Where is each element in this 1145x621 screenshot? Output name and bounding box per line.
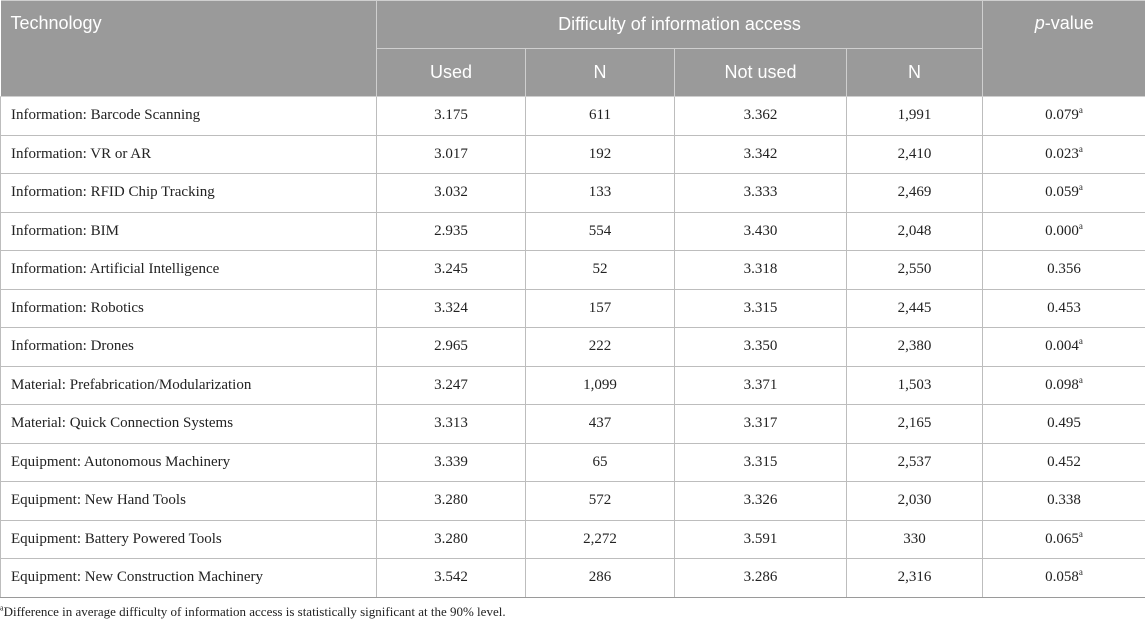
not-used-mean-cell: 3.362 <box>675 97 847 136</box>
p-value: 0.453 <box>1047 299 1081 316</box>
not-used-mean-cell: 3.430 <box>675 212 847 251</box>
not-used-mean-cell: 3.371 <box>675 366 847 405</box>
header-used: Used <box>377 49 526 97</box>
technology-cell: Material: Prefabrication/Modularization <box>1 366 377 405</box>
footnote <box>0 604 506 620</box>
p-value: 0.004 <box>1045 338 1079 355</box>
used-mean-cell: 3.313 <box>377 405 526 444</box>
used-mean-cell: 3.032 <box>377 174 526 213</box>
used-n-cell: 611 <box>526 97 675 136</box>
header-n-used: N <box>526 49 675 97</box>
significance-mark: a <box>1078 143 1083 154</box>
used-mean-cell: 3.017 <box>377 135 526 174</box>
significance-mark: a <box>1078 220 1083 231</box>
used-n-cell: 157 <box>526 289 675 328</box>
table-row <box>1 174 1145 213</box>
used-n-cell: 554 <box>526 212 675 251</box>
not-used-n-cell: 2,165 <box>847 405 983 444</box>
p-value: 0.338 <box>1047 492 1081 509</box>
header-not-used: Not used <box>675 49 847 97</box>
not-used-n-cell: 1,991 <box>847 97 983 136</box>
not-used-mean-cell: 3.317 <box>675 405 847 444</box>
significance-mark: a <box>1078 374 1083 385</box>
table-row <box>1 97 1145 136</box>
not-used-n-cell: 2,445 <box>847 289 983 328</box>
used-n-cell: 192 <box>526 135 675 174</box>
technology-cell: Information: Barcode Scanning <box>1 97 377 136</box>
not-used-mean-cell: 3.286 <box>675 559 847 598</box>
technology-cell: Material: Quick Connection Systems <box>1 405 377 444</box>
not-used-mean-cell: 3.315 <box>675 289 847 328</box>
technology-cell: Information: RFID Chip Tracking <box>1 174 377 213</box>
p-value-cell <box>983 212 1145 251</box>
technology-cell: Information: VR or AR <box>1 135 377 174</box>
header-p-value <box>983 1 1145 97</box>
header-p-rest: -value <box>1044 13 1094 33</box>
table-row <box>1 559 1145 598</box>
not-used-mean-cell: 3.326 <box>675 482 847 521</box>
p-value-cell <box>983 97 1145 136</box>
used-mean-cell: 3.247 <box>377 366 526 405</box>
table-row <box>1 251 1145 290</box>
technology-cell: Information: Artificial Intelligence <box>1 251 377 290</box>
p-value-cell <box>983 443 1145 482</box>
used-n-cell: 286 <box>526 559 675 598</box>
table-body <box>1 97 1145 598</box>
p-value: 0.495 <box>1047 415 1081 432</box>
table-row <box>1 289 1145 328</box>
p-value-cell <box>983 366 1145 405</box>
p-value-cell <box>983 328 1145 367</box>
table-row <box>1 366 1145 405</box>
p-value-cell <box>983 251 1145 290</box>
table-row <box>1 328 1145 367</box>
significance-mark: a <box>1078 105 1083 116</box>
p-value-cell <box>983 559 1145 598</box>
table-row <box>1 443 1145 482</box>
p-value-cell <box>983 482 1145 521</box>
significance-mark: a <box>1078 182 1083 193</box>
not-used-n-cell: 2,469 <box>847 174 983 213</box>
used-n-cell: 572 <box>526 482 675 521</box>
used-mean-cell: 3.324 <box>377 289 526 328</box>
not-used-mean-cell: 3.315 <box>675 443 847 482</box>
not-used-n-cell: 2,550 <box>847 251 983 290</box>
used-mean-cell: 3.280 <box>377 482 526 521</box>
table-row <box>1 520 1145 559</box>
header-technology: Technology <box>1 1 377 97</box>
p-value: 0.000 <box>1045 222 1079 239</box>
p-value-cell <box>983 289 1145 328</box>
p-value-cell <box>983 174 1145 213</box>
not-used-n-cell: 2,048 <box>847 212 983 251</box>
table-row <box>1 212 1145 251</box>
used-n-cell: 1,099 <box>526 366 675 405</box>
used-mean-cell: 2.935 <box>377 212 526 251</box>
header-n-not-used: N <box>847 49 983 97</box>
table-row <box>1 135 1145 174</box>
not-used-n-cell: 1,503 <box>847 366 983 405</box>
table-row <box>1 405 1145 444</box>
p-value-cell <box>983 520 1145 559</box>
not-used-mean-cell: 3.342 <box>675 135 847 174</box>
not-used-n-cell: 2,380 <box>847 328 983 367</box>
p-value: 0.023 <box>1045 145 1079 162</box>
p-value: 0.059 <box>1045 184 1079 201</box>
not-used-mean-cell: 3.318 <box>675 251 847 290</box>
technology-cell: Equipment: New Construction Machinery <box>1 559 377 598</box>
table-header <box>1 1 1145 97</box>
used-mean-cell: 2.965 <box>377 328 526 367</box>
p-value: 0.079 <box>1045 107 1079 124</box>
used-n-cell: 52 <box>526 251 675 290</box>
used-mean-cell: 3.280 <box>377 520 526 559</box>
footnote-text: Difference in average difficulty of information access is statistically significant at the 90% level. <box>3 604 506 619</box>
technology-cell: Equipment: Autonomous Machinery <box>1 443 377 482</box>
used-mean-cell: 3.542 <box>377 559 526 598</box>
not-used-mean-cell: 3.333 <box>675 174 847 213</box>
used-n-cell: 2,272 <box>526 520 675 559</box>
technology-cell: Information: Drones <box>1 328 377 367</box>
technology-cell: Equipment: Battery Powered Tools <box>1 520 377 559</box>
significance-mark: a <box>1078 567 1083 578</box>
used-mean-cell: 3.339 <box>377 443 526 482</box>
p-value-cell <box>983 405 1145 444</box>
not-used-n-cell: 2,030 <box>847 482 983 521</box>
used-mean-cell: 3.245 <box>377 251 526 290</box>
not-used-n-cell: 2,316 <box>847 559 983 598</box>
footnote-mark: a <box>0 603 4 613</box>
technology-cell: Equipment: New Hand Tools <box>1 482 377 521</box>
p-value: 0.452 <box>1047 453 1081 470</box>
technology-cell: Information: Robotics <box>1 289 377 328</box>
p-value: 0.098 <box>1045 376 1079 393</box>
used-n-cell: 65 <box>526 443 675 482</box>
header-difficulty-group: Difficulty of information access <box>377 1 983 49</box>
significance-mark: a <box>1078 336 1083 347</box>
p-value: 0.058 <box>1045 569 1079 586</box>
used-n-cell: 437 <box>526 405 675 444</box>
p-value-cell <box>983 135 1145 174</box>
technology-cell: Information: BIM <box>1 212 377 251</box>
used-n-cell: 222 <box>526 328 675 367</box>
not-used-n-cell: 2,410 <box>847 135 983 174</box>
used-mean-cell: 3.175 <box>377 97 526 136</box>
not-used-n-cell: 330 <box>847 520 983 559</box>
not-used-mean-cell: 3.591 <box>675 520 847 559</box>
used-n-cell: 133 <box>526 174 675 213</box>
table-row <box>1 482 1145 521</box>
p-value: 0.356 <box>1047 261 1081 278</box>
not-used-n-cell: 2,537 <box>847 443 983 482</box>
not-used-mean-cell: 3.350 <box>675 328 847 367</box>
p-value: 0.065 <box>1045 530 1079 547</box>
header-p-italic: p <box>1034 13 1045 33</box>
significance-mark: a <box>1078 528 1083 539</box>
